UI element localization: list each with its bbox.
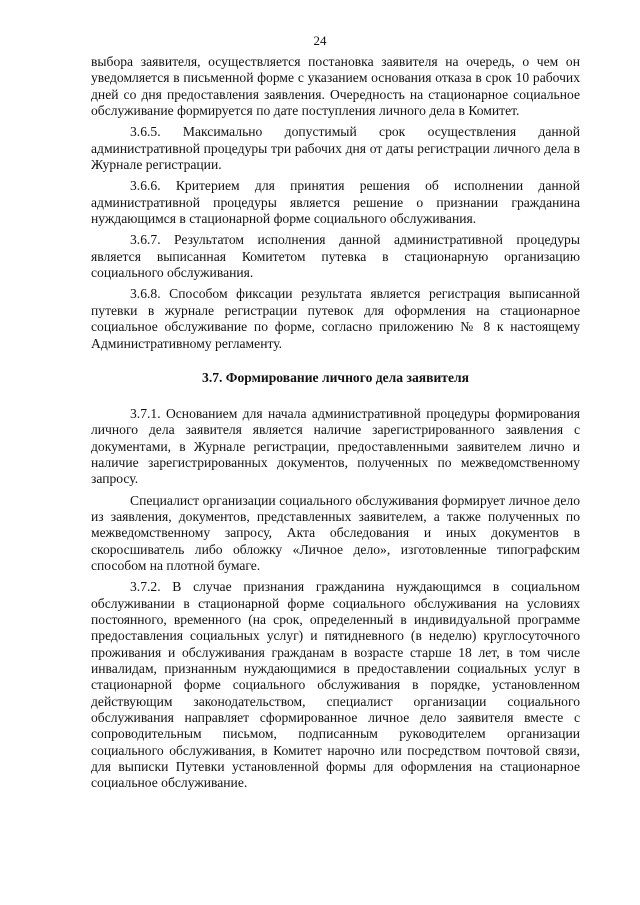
document-body xyxy=(91,54,580,797)
paragraph-3-6-5: 3.6.5. Максимально допустимый срок осуществления данной административной процедуры три рабочих дня от даты регистрации личного дела в Журнале регистрации. xyxy=(91,124,580,173)
paragraph-continued: выбора заявителя, осуществляется постановка заявителя на очередь, о чем он уведомляется в письменной форме с указанием основания отказа в срок 10 рабочих дней со дня предоставления заявления. Очередность на стационарное социальное обслуживание формируется по дате поступления личного дела в Комитет. xyxy=(91,54,580,119)
paragraph-3-6-6: 3.6.6. Критерием для принятия решения об исполнении данной административной процедуры является решение о признании гражданина нуждающимся в стационарной форме социального обслуживания. xyxy=(91,178,580,227)
page-number: 24 xyxy=(313,33,327,48)
paragraph-3-6-7: 3.6.7. Результатом исполнения данной административной процедуры является выписанная Комитетом путевка в стационарную организацию социального обслуживания. xyxy=(91,232,580,281)
paragraph-specialist: Специалист организации социального обслуживания формирует личное дело из заявления, документов, представленных заявителем, а также полученных по межведомственному запросу, Акта обследования и иных документов в скоросшиватель либо обложку «Личное дело», изготовленные типографским способом на плотной бумаге. xyxy=(91,492,580,573)
paragraph-3-7-2: 3.7.2. В случае признания гражданина нуждающимся в социальном обслуживании в стационарной форме социального обслуживания на условиях постоянного, временного (на срок, определенный в индивидуальной программе предоставления социальных услуг) и пятидневного (в неделю) круглосуточного проживания и обслуживания гражданам в возрасте старше 18 лет, в том числе инвалидам, признанным нуждающимися в предоставлении социальных услуг в стационарной форме социального обслуживания в порядке, установленном действующим законодательством, специалист организации социального обслуживания направляет сформированное личное дело заявителя вместе с сопроводительным письмом, подписанным руководителем организации социального обслуживания, в Комитет нарочно или посредством почтовой связи, для выписки Путевки установленной формы для оформления на стационарное социальное обслуживание. xyxy=(91,579,580,791)
paragraph-3-7-1: 3.7.1. Основанием для начала административной процедуры формирования личного дела заявителя является наличие зарегистрированного заявления с документами, в Журнале регистрации, предоставленными заявителем лично и наличие зарегистрированных документов, полученных по межведомственному запросу. xyxy=(91,405,580,487)
section-heading: 3.7. Формирование личного дела заявителя xyxy=(202,369,469,385)
paragraph-3-6-8: 3.6.8. Способом фиксации результата является регистрация выписанной путевки в журнале регистрации путевок для оформления на стационарное социальное обслуживание по форме, согласно приложению № 8 к настоящему Административному регламенту. xyxy=(91,286,580,351)
